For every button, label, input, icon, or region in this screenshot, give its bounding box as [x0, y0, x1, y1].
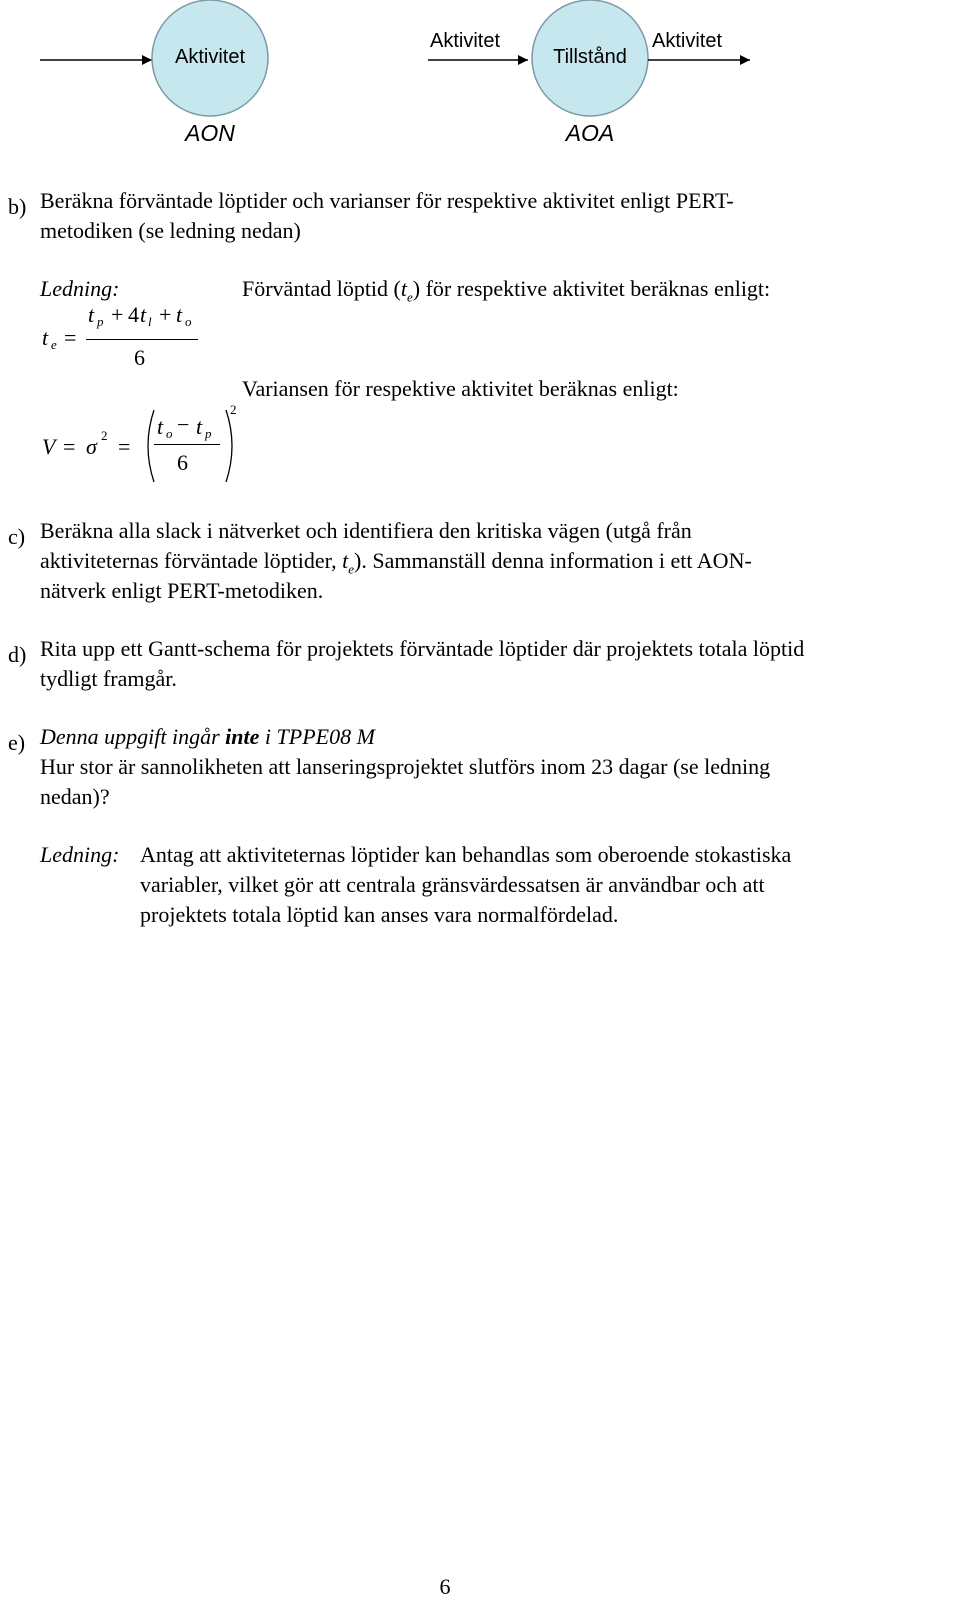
hint-2-line-3: projektets totala löptid kan anses vara normalfördelad.: [140, 902, 619, 927]
aon-caption: AON: [185, 120, 235, 146]
aoa-activity-left-label: Aktivitet: [430, 30, 501, 52]
question-d-label: d): [8, 642, 27, 667]
fraction-bar: [86, 339, 198, 340]
hint-2-label: Ledning:: [40, 842, 120, 867]
question-e-line-3: nedan)?: [40, 784, 110, 809]
expected-duration-text: Förväntad löptid $(t_e)$ för respektive aktivitet beräknas enligt:: [242, 276, 771, 305]
hint-2-line-1: Antag att aktiviteternas löptider kan behandlas som oberoende stokastiska: [140, 842, 792, 867]
question-c-line-3: nätverk enligt PERT-metodiken.: [40, 578, 324, 603]
question-b-line-1: Beräkna förväntade löptider och varianser för respektive aktivitet enligt PERT-: [40, 188, 734, 213]
page-number: 6: [439, 1574, 451, 1599]
variance-text: Variansen för respektive aktivitet beräknas enligt:: [242, 376, 679, 401]
aoa-caption: AOA: [565, 120, 615, 146]
question-d-line-2: tydligt framgår.: [40, 666, 177, 691]
expected-duration-formula: t e = t p + 4 t l + t o 6: [0, 300, 260, 380]
aoa-node-label: Tillstånd: [553, 46, 627, 68]
question-c-label: c): [8, 524, 26, 549]
hint-2: [0, 840, 960, 932]
question-c-line-2: aktiviteternas förväntade löptider, $t_e$). Sammanställ denna information i ett AON-: [40, 548, 752, 577]
hint-1-label: Ledning:: [40, 276, 120, 301]
variance-parentheses: [140, 408, 240, 484]
question-c-line-1: Beräkna alla slack i nätverket och identifiera den kritiska vägen (utgå från: [40, 518, 692, 543]
question-b: [0, 186, 960, 250]
variance-formula: V = σ 2 = t o − t p 6 2: [0, 398, 280, 490]
aon-node-label: Aktivitet: [174, 46, 246, 68]
variance-fraction-bar: [154, 444, 220, 445]
question-c: [0, 516, 960, 608]
hint-2-line-2: variabler, vilket gör att centrala gränsvärdessatsen är användbar och att: [140, 872, 765, 897]
question-d-line-1: Rita upp ett Gantt-schema för projektets förväntade löptider där projektets totala löptid: [40, 636, 805, 661]
aon-aoa-diagram: [0, 0, 960, 160]
question-e-line-2: Hur stor är sannolikheten att lanseringsprojektet slutförs inom 23 dagar (se ledning: [40, 754, 771, 779]
question-e-label: e): [8, 730, 26, 755]
question-d: [0, 634, 960, 696]
question-e-note: Denna uppgift ingår inte i TPPE08 M: [40, 724, 375, 749]
question-b-line-2: metodiken (se ledning nedan): [40, 218, 301, 243]
question-b-label: b): [8, 194, 27, 219]
aoa-activity-right-label: Aktivitet: [652, 30, 723, 52]
question-e: [0, 722, 960, 814]
